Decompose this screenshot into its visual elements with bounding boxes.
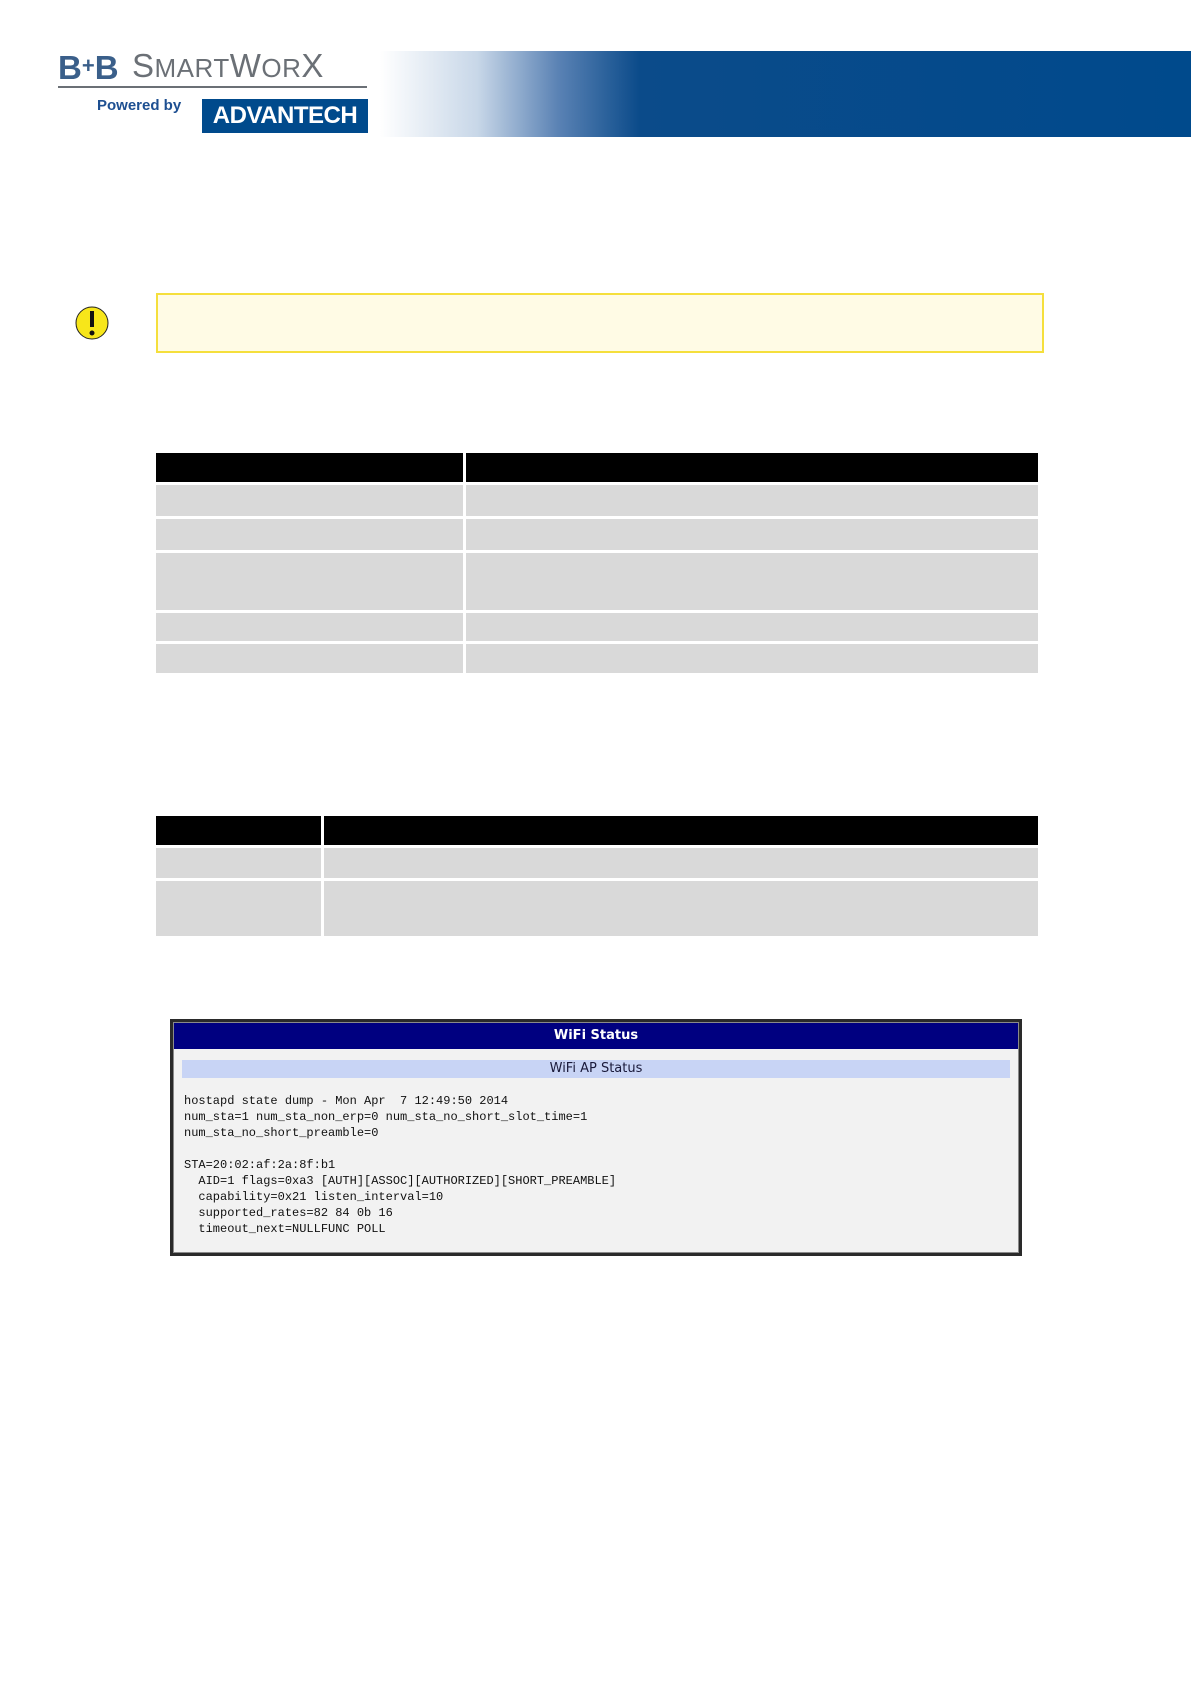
table-row	[156, 485, 1038, 516]
table-cell	[324, 848, 1038, 878]
table-row	[156, 553, 1038, 610]
table-row	[156, 613, 1038, 641]
table-header-cell	[156, 816, 321, 845]
table-cell	[156, 553, 463, 610]
table-cell	[466, 553, 1038, 610]
table-header-cell	[324, 816, 1038, 845]
wifi-status-screenshot	[170, 1019, 1022, 1256]
table-cell	[466, 613, 1038, 641]
table-cell	[466, 519, 1038, 550]
table-cell	[156, 881, 321, 936]
hostapd-state-dump: hostapd state dump - Mon Apr 7 12:49:50 2014 num_sta=1 num_sta_non_erp=0 num_sta_no_short_slot_time=1 num_sta_no_short_preamble=0 STA=20:02:af:2a:8f:b1 AID=1 flags=0xa3 [AUTH][ASSOC][AUTHORIZED][SHORT_PREAMBLE] capability=0x21 listen_interval=10 supported_rates=82 84 0b 16 timeout_next=NULLFUNC POLL	[184, 1094, 617, 1236]
company-logo	[58, 48, 368, 138]
table-header-row	[156, 453, 1038, 482]
table-row	[156, 881, 1038, 936]
table-cell	[324, 881, 1038, 936]
table-row	[156, 519, 1038, 550]
wifi-status-title: WiFi Status	[174, 1023, 1018, 1049]
table-cell	[466, 485, 1038, 516]
powered-by-label: Powered by	[97, 97, 182, 114]
table-cell	[156, 485, 463, 516]
table-row	[156, 644, 1038, 673]
caution-note-box	[156, 293, 1044, 353]
items-table	[153, 813, 1041, 939]
header-banner	[380, 51, 1191, 137]
logo-bb-text: B+B	[58, 49, 119, 86]
wifi-ap-status-subtitle: WiFi AP Status	[182, 1060, 1010, 1078]
table-cell	[156, 519, 463, 550]
table-row	[156, 848, 1038, 878]
logo-brand-text: SMARTWORX	[132, 47, 324, 84]
caution-icon	[75, 306, 109, 340]
advantech-logo: ADVANTECH	[202, 99, 368, 133]
table-header-cell	[156, 453, 463, 482]
page-header	[0, 0, 1191, 140]
table-cell	[156, 613, 463, 641]
table-header-cell	[466, 453, 1038, 482]
table-header-row	[156, 816, 1038, 845]
logo-divider	[58, 86, 367, 88]
table-cell	[466, 644, 1038, 673]
table-cell	[156, 848, 321, 878]
wifi-status-panel	[173, 1022, 1019, 1253]
table-cell	[156, 644, 463, 673]
parameters-table	[153, 450, 1041, 676]
